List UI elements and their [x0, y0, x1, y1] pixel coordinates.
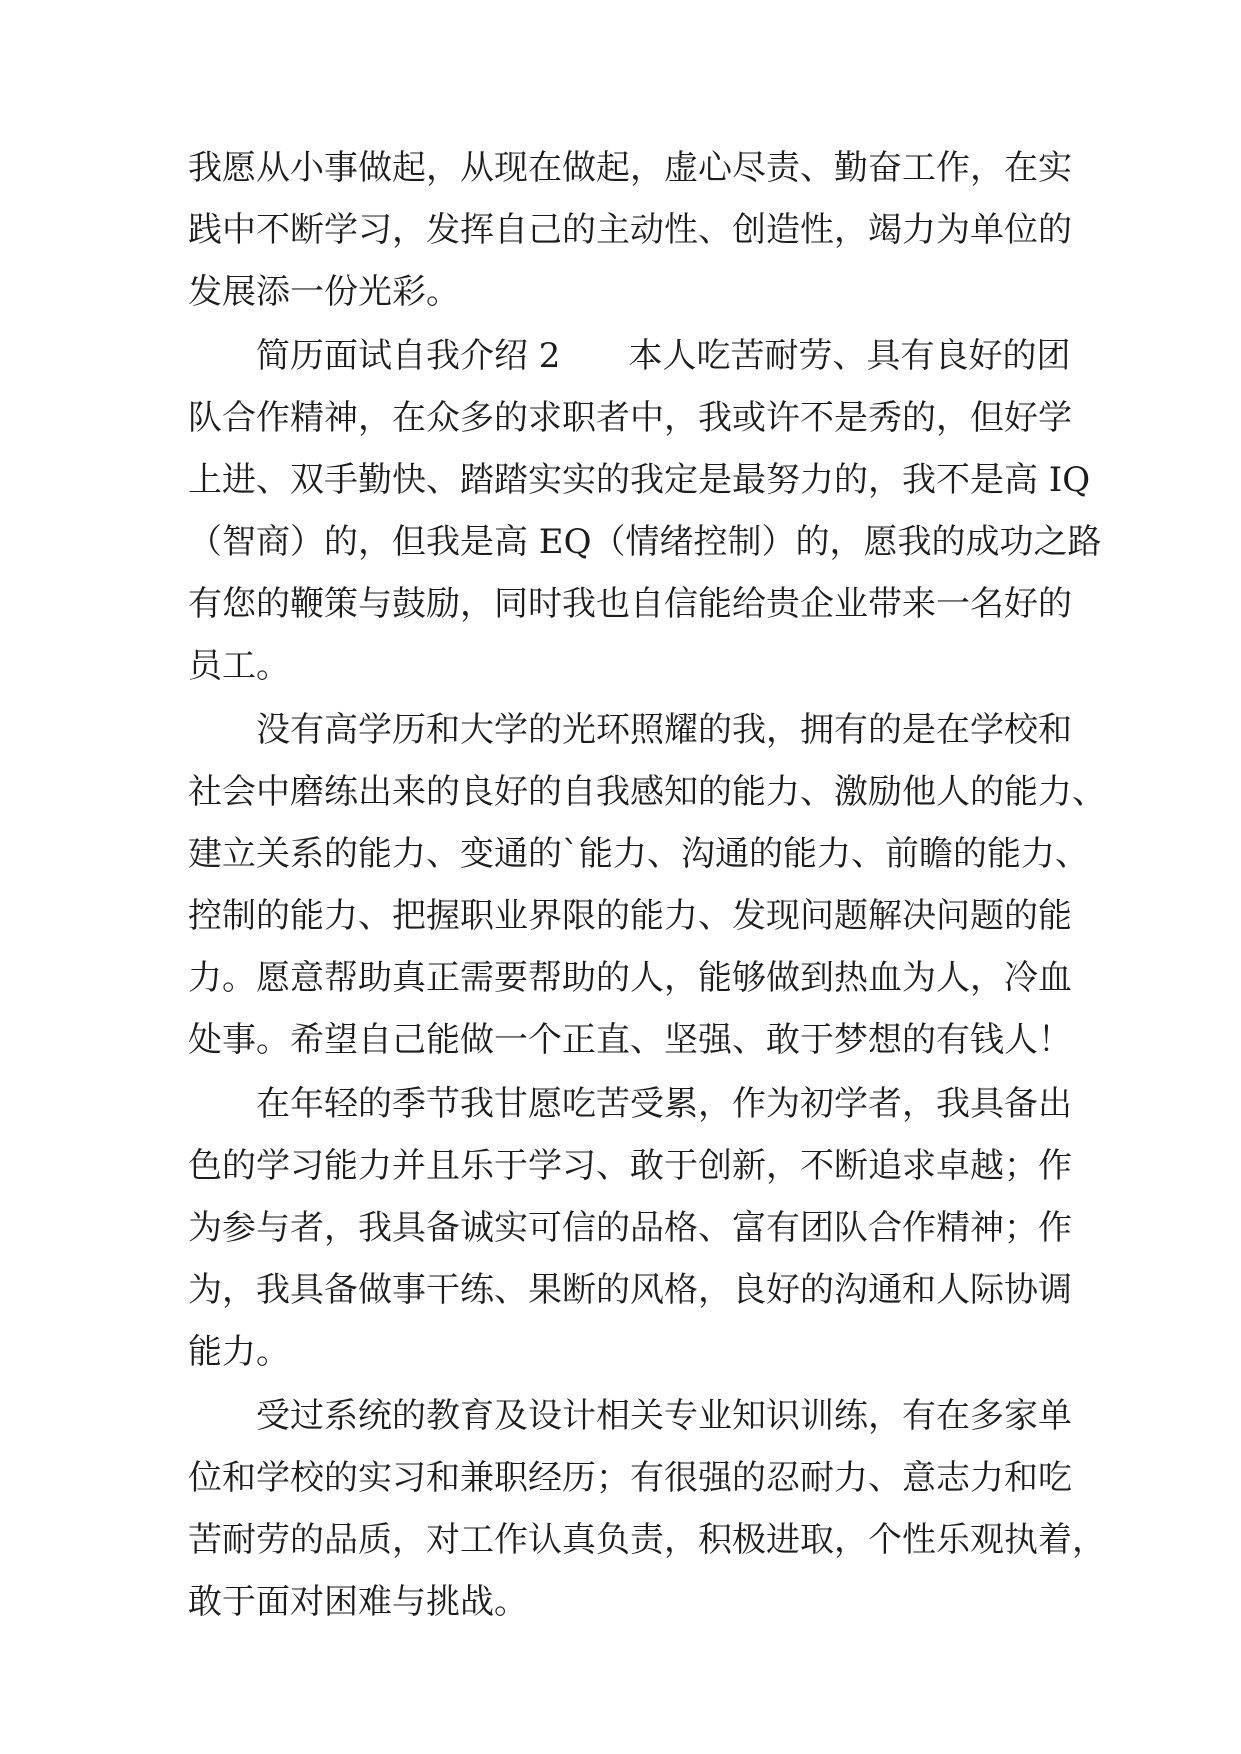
- text-line: （智商）的，但我是高 EQ（情绪控制）的，愿我的成功之路: [188, 522, 1102, 562]
- text-line: 队合作精神，在众多的求职者中，我或许不是秀的，但好学: [188, 398, 1072, 438]
- text-line: 敢于面对困难与挑战。: [188, 1582, 528, 1622]
- text-line: 为参与者，我具备诚实可信的品格、富有团队合作精神；作: [188, 1208, 1072, 1248]
- text-line: 为，我具备做事干练、果断的风格，良好的沟通和人际协调: [188, 1270, 1072, 1310]
- text-line: 发展添一份光彩。: [188, 272, 460, 312]
- text-line: 受过系统的教育及设计相关专业知识训练，有在多家单: [256, 1396, 1072, 1436]
- text-line: 我愿从小事做起，从现在做起，虚心尽责、勤奋工作，在实: [188, 148, 1072, 188]
- text-line: 位和学校的实习和兼职经历；有很强的忍耐力、意志力和吃: [188, 1458, 1072, 1498]
- text-line: 能力。: [188, 1332, 290, 1372]
- text-line: 没有高学历和大学的光环照耀的我，拥有的是在学校和: [256, 710, 1072, 750]
- text-line: 社会中磨练出来的良好的自我感知的能力、激励他人的能力、: [188, 772, 1106, 812]
- text-line: 上进、双手勤快、踏踏实实的我定是最努力的，我不是高 IQ: [188, 460, 1091, 500]
- text-line: 建立关系的能力、变通的`能力、沟通的能力、前瞻的能力、: [188, 834, 1089, 874]
- text-line: 力。愿意帮助真正需要帮助的人，能够做到热血为人，冷血: [188, 958, 1072, 998]
- text-line: 简历面试自我介绍 2 本人吃苦耐劳、具有良好的团: [256, 336, 1071, 376]
- text-line: 控制的能力、把握职业界限的能力、发现问题解决问题的能: [188, 896, 1072, 936]
- text-line: 在年轻的季节我甘愿吃苦受累，作为初学者，我具备出: [256, 1084, 1072, 1124]
- text-line: 苦耐劳的品质，对工作认真负责，积极进取，个性乐观执着，: [188, 1520, 1106, 1560]
- text-line: 有您的鞭策与鼓励，同时我也自信能给贵企业带来一名好的: [188, 584, 1072, 624]
- text-line: 员工。: [188, 646, 290, 686]
- text-line: 处事。希望自己能做一个正直、坚强、敢于梦想的有钱人！: [188, 1020, 1072, 1060]
- text-line: 践中不断学习，发挥自己的主动性、创造性，竭力为单位的: [188, 210, 1072, 250]
- text-line: 色的学习能力并且乐于学习、敢于创新，不断追求卓越；作: [188, 1146, 1072, 1186]
